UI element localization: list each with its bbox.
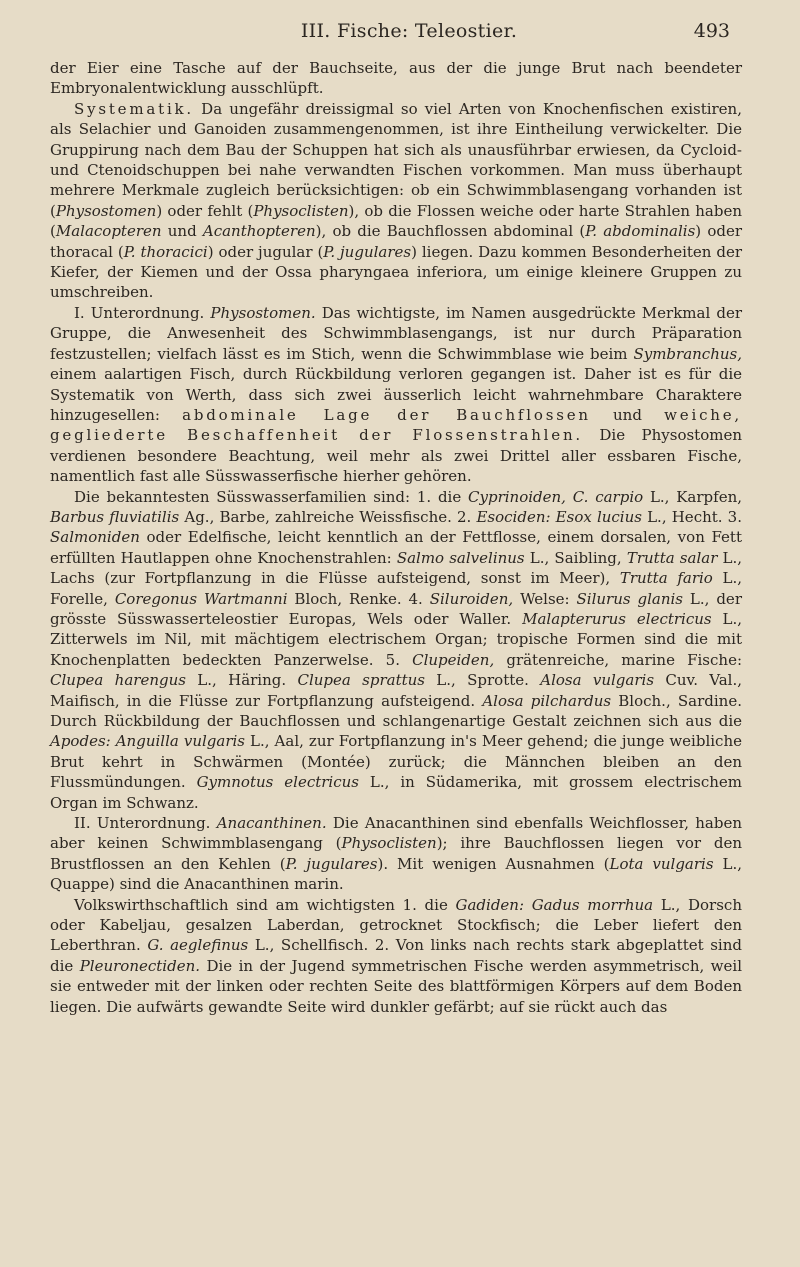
section-heading: Physostomen.: [210, 303, 316, 322]
section-heading: Anacanthinen.: [216, 814, 327, 833]
paragraph-systematik: Systematik. Da ungefähr dreissigmal so viel Arten von Knochenfischen existiren, als Selachier und Ganoiden zusammengenommen, ist ihre Eintheilung verwickelter. Die Gruppirung nach dem Bau der Schuppen hat sich als unausführbar erwiesen, da Cycloid- und Ctenoidschuppen bei nahe verwandten Fischen vorkommen. Man muss überhaupt mehrere Merkmale zugleich berücksichtigen: ob ein Schwimmblasengang vorhanden ist (Physostomen) oder fehlt (Physoclisten), ob die Flossen weiche oder harte Strahlen haben (Malacopteren und Acanthopteren), ob die Bauchflossen abdominal (P. abdominalis) oder thoracal (P. thoracici) oder jugular (P. jugulares) liegen. Dazu kommen Besonderheiten der Kiefer, der Kiemen und der Ossa pharyngaea inferiora, um einige kleinere Gruppen zu umschreiben.: [50, 99, 743, 302]
paragraph-physostomen: I. Unterordnung. Physostomen. Das wichtigste, im Namen ausgedrückte Merkmal der Gruppe, die Anwesenheit des Schwimmblasengangs, ist nur durch Präparation festzustellen; vielfach lässt es im Stich, wenn die Schwimmblase wie beim Symbranchus, einem aalartigen Fisch, durch Rückbildung verloren gegangen ist. Daher ist es für die Systematik von Werth, dass sich zwei äusserlich leicht wahrnehmbare Charaktere hinzugesellen: abdominale Lage der Bauchflossen und weiche, gegliederte Beschaffenheit der Flossenstrahlen. Die Physostomen verdienen besondere Beachtung, weil mehr als zwei Drittel aller essbaren Fische, namentlich fast alle Süsswasserfische hierher gehören.: [50, 303, 742, 486]
section-heading: Systematik.: [74, 99, 195, 118]
running-title: III. Fische: Teleostier.: [300, 20, 518, 42]
page-number: 493: [693, 20, 730, 42]
running-header: [88, 20, 730, 48]
paragraph-continuation: der Eier eine Tasche auf der Bauchseite, aus der die junge Brut nach beendeter Embryonalentwicklung ausschlüpft.: [50, 59, 742, 98]
page-body: [50, 58, 742, 1017]
paragraph-volkswirthschaft: Volkswirthschaftlich sind am wichtigsten 1. die Gadiden: Gadus morrhua L., Dorsch oder Kabeljau, gesalzen Laberdan, getrocknet Stockfisch; die Leber liefert den Leberthran. G. aeglefinus L., Schellfisch. 2. Von links nach rechts stark abgeplattet sind die Pleuronectiden. Die in der Jugend symmetrischen Fische werden asymmetrisch, weil sie entweder mit der linken oder rechten Seite des blattförmigen Körpers auf dem Boden liegen. Die aufwärts gewandte Seite wird dunkler gefärbt; auf sie rückt auch das: [50, 895, 742, 1016]
paragraph-suesswasserfamilien: Die bekanntesten Süsswasserfamilien sind: 1. die Cyprinoiden, C. carpio L., Karpfen, Barbus fluviatilis Ag., Barbe, zahlreiche Weissfische. 2. Esociden: Esox lucius L., Hecht. 3. Salmoniden oder Edelfische, leicht kenntlich an der Fettflosse, einem dorsalen, von Fett erfüllten Hautlappen ohne Knochenstrahlen: Salmo salvelinus L., Saibling, Trutta salar L., Lachs (zur Fortpflanzung in die Flüsse aufsteigend, sonst im Meer), Trutta fario L., Forelle, Coregonus Wartmanni Bloch, Renke. 4. Siluroiden, Welse: Silurus glanis L., der grösste Süsswasserteleostier Europas, Wels oder Waller. Malapterurus electricus L., Zitterwels im Nil, mit mächtigem electrischem Organ; tropische Formen sind die mit Knochenplatten bedeckten Panzerwelse. 5. Clupeiden, grätenreiche, marine Fische: Clupea harengus L., Häring. Clupea sprattus L., Sprotte. Alosa vulgaris Cuv. Val., Maifisch, in die Flüsse zur Fortpflanzung aufsteigend. Alosa pilchardus Bloch., Sardine. Durch Rückbildung der Bauchflossen und schlangenartige Gestalt zeichnen sich aus die Apodes: Anguilla vulgaris L., Aal, zur Fortpflanzung in's Meer gehend; die junge weibliche Brut kehrt in Schwärmen (Montée) zurück; die Männchen bleiben an den Flussmündungen. Gymnotus electricus L., in Südamerika, mit grossem electrischem Organ im Schwanz.: [50, 487, 743, 812]
paragraph-anacanthinen: II. Unterordnung. Anacanthinen. Die Anacanthinen sind ebenfalls Weichflosser, haben aber keinen Schwimmblasengang (Physoclisten); ihre Bauchflossen liegen vor den Brustflossen an den Kehlen (P. jugulares). Mit wenigen Ausnahmen (Lota vulgaris L., Quappe) sind die Anacanthinen marin.: [50, 814, 742, 894]
